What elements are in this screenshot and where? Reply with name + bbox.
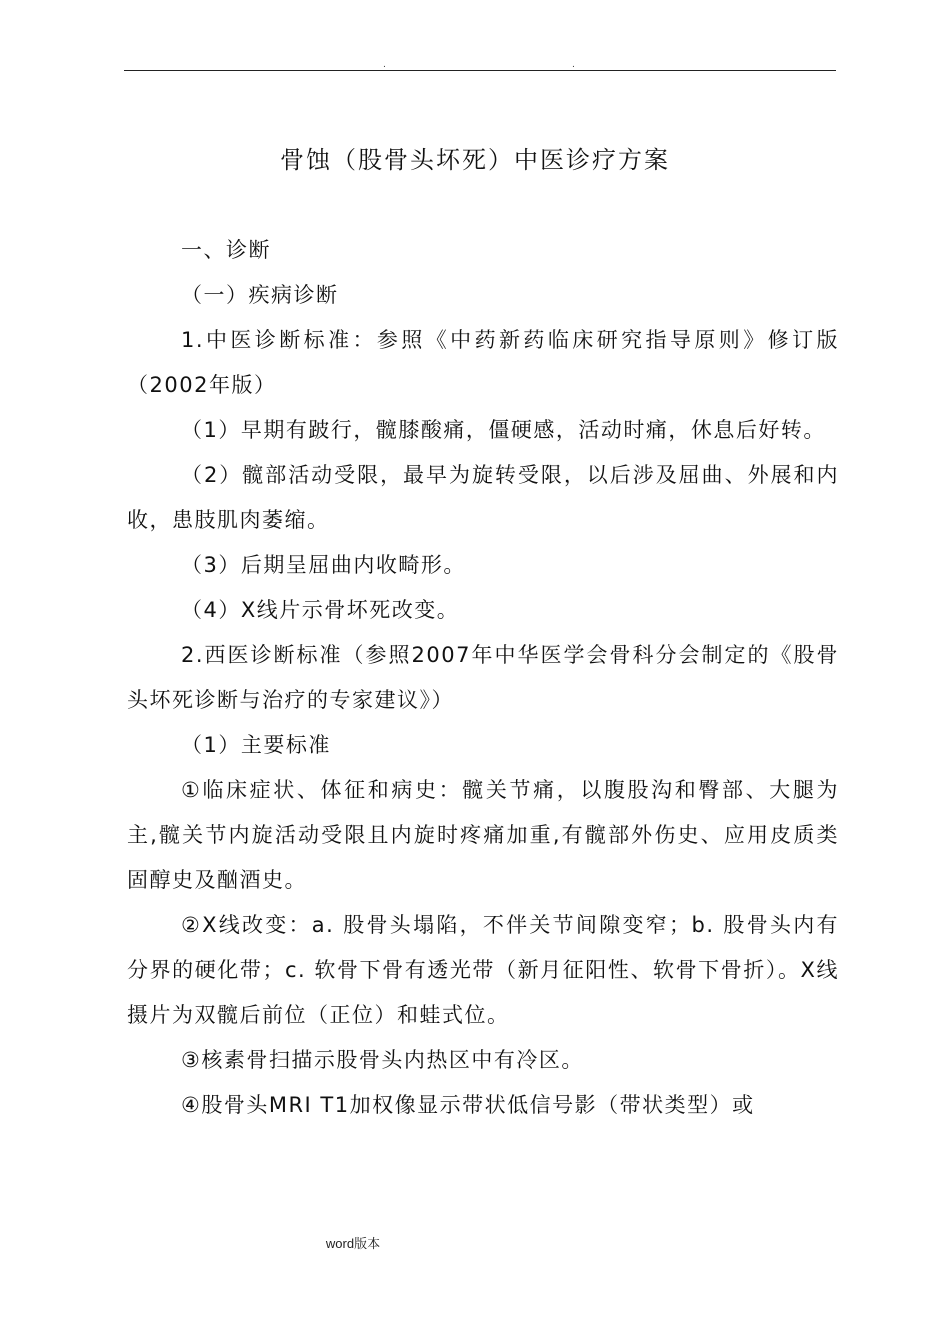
paragraph: （4）X线片示骨坏死改变。 [181,598,460,622]
paragraph: ②X线改变：a. 股骨头塌陷，不伴关节间隙变窄；b. 股骨头内有分界的硬化带；c. 软骨下骨有透光带（新月征阳性、软骨下骨折）。X线摄片为双髋后前位（正位）和蛙式位。 [127,913,839,1027]
paragraph: ①临床症状、体征和病史：髋关节痛，以腹股沟和臀部、大腿为主,髋关节内旋活动受限且内旋时疼痛加重,有髋部外伤史、应用皮质类固醇史及酗酒史。 [127,778,839,892]
paragraph: （1）主要标准 [181,733,331,757]
paragraph: 1.中医诊断标准：参照《中药新药临床研究指导原则》修订版（2002年版） [127,328,839,397]
page-footer: word版本 [325,1236,381,1251]
header-rule [124,70,836,71]
paragraph: ③核素骨扫描示股骨头内热区中有冷区。 [181,1048,584,1072]
document-body [127,228,839,1128]
document-title: 骨蚀（股骨头坏死）中医诊疗方案 [280,146,670,174]
paragraph: （1）早期有跛行，髋膝酸痛，僵硬感，活动时痛，休息后好转。 [181,418,826,442]
paragraph: 2.西医诊断标准（参照2007年中华医学会骨科分会制定的《股骨头坏死诊断与治疗的专家建议》） [127,643,839,712]
subsection-heading: （一）疾病诊断 [181,283,339,307]
section-heading: 一、诊断 [181,238,271,262]
paragraph: （3）后期呈屈曲内收畸形。 [181,553,466,577]
paragraph: ④股骨头MRI T1加权像显示带状低信号影（带状类型）或 [181,1093,755,1117]
header-dot: . [572,60,575,70]
paragraph: （2）髋部活动受限，最早为旋转受限，以后涉及屈曲、外展和内收，患肢肌肉萎缩。 [127,463,839,532]
header-dot: . [383,60,386,70]
